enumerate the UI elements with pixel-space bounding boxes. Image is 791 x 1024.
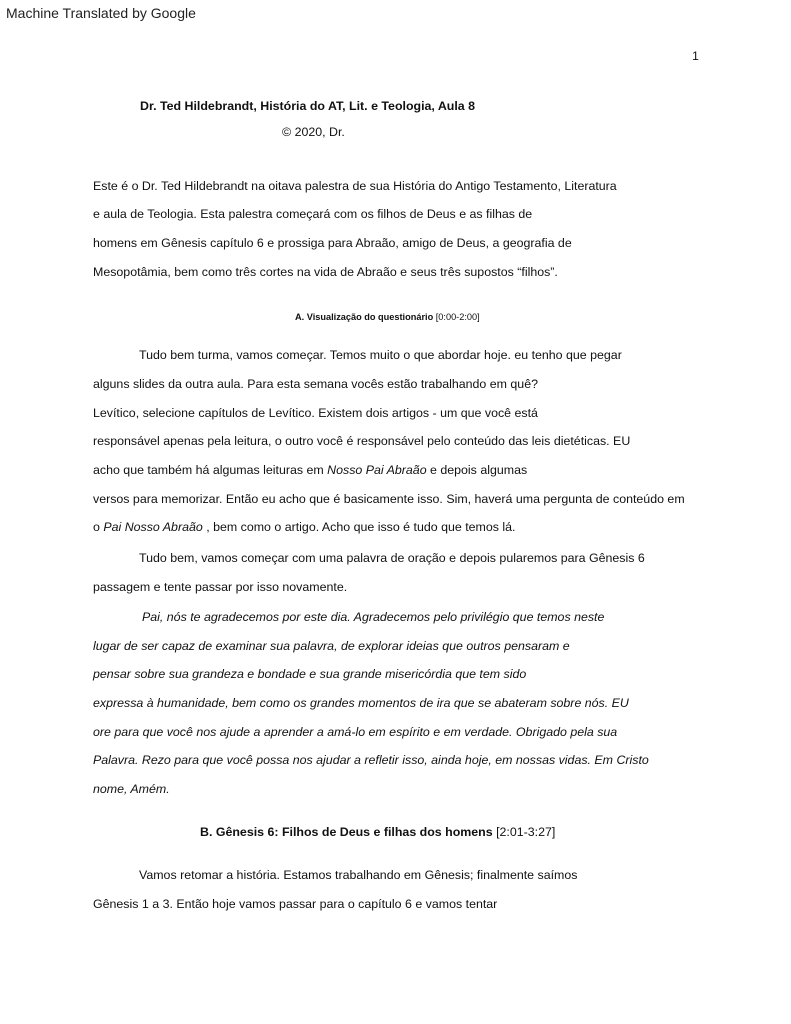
paragraph-line: Vamos retomar a história. Estamos trabalhando em Gênesis; finalmente saímos <box>139 868 578 882</box>
machine-translation-banner: Machine Translated by Google <box>6 5 196 21</box>
paragraph-line: versos para memorizar. Então eu acho que é basicamente isso. Sim, haverá uma pergunta de conteúdo em <box>93 492 685 506</box>
section-b-timestamp: [2:01-3:27] <box>496 825 556 839</box>
section-a-heading <box>295 309 480 325</box>
section-b-heading <box>200 824 555 840</box>
prayer-line: Palavra. Rezo para que você possa nos ajudar a refletir isso, ainda hoje, em nossas vidas. Em Cristo <box>93 753 649 767</box>
intro-line: e aula de Teologia. Esta palestra começará com os filhos de Deus e as filhas de <box>93 207 533 221</box>
prayer-line: Pai, nós te agradecemos por este dia. Agradecemos pelo privilégio que temos neste <box>142 610 605 624</box>
section-a-title: A. Visualização do questionário <box>295 312 434 322</box>
page-number: 1 <box>692 49 699 63</box>
prayer-line: lugar de ser capaz de examinar sua palavra, de explorar ideias que outros pensaram e <box>93 639 570 653</box>
section-a-timestamp: [0:00-2:00] <box>435 312 480 322</box>
text-run: , bem como o artigo. Acho que isso é tudo que temos lá. <box>202 520 516 534</box>
copyright-line: © 2020, Dr. <box>282 125 345 139</box>
paragraph-line: Tudo bem turma, vamos começar. Temos muito o que abordar hoje. eu tenho que pegar <box>139 348 622 362</box>
lecture-title: Dr. Ted Hildebrandt, História do AT, Lit. e Teologia, Aula 8 <box>140 99 476 113</box>
section-b-title: B. Gênesis 6: Filhos de Deus e filhas dos homens <box>200 825 493 839</box>
paragraph-line: passagem e tente passar por isso novamente. <box>93 580 348 594</box>
prayer-line: expressa à humanidade, bem como os grandes momentos de ira que se abateram sobre nós. EU <box>93 696 629 710</box>
intro-line: Este é o Dr. Ted Hildebrandt na oitava palestra de sua História do Antigo Testamento, Literatura <box>93 179 617 193</box>
book-title-italic: Nosso Pai Abraão <box>327 463 427 477</box>
paragraph-line: alguns slides da outra aula. Para esta semana vocês estão trabalhando em quê? <box>93 377 538 391</box>
text-run: o <box>93 520 104 534</box>
prayer-line: pensar sobre sua grandeza e bondade e sua grande misericórdia que tem sido <box>93 667 527 681</box>
paragraph-line: Gênesis 1 a 3. Então hoje vamos passar para o capítulo 6 e vamos tentar <box>93 897 498 911</box>
paragraph-line: Tudo bem, vamos começar com uma palavra de oração e depois pularemos para Gênesis 6 <box>139 551 645 565</box>
intro-line: Mesopotâmia, bem como três cortes na vida de Abraão e seus três supostos “filhos”. <box>93 265 558 279</box>
intro-line: homens em Gênesis capítulo 6 e prossiga para Abraão, amigo de Deus, a geografia de <box>93 236 572 250</box>
prayer-line: ore para que você nos ajude a aprender a amá-lo em espírito e em verdade. Obrigado pela sua <box>93 725 618 739</box>
paragraph-line: responsável apenas pela leitura, o outro você é responsável pelo conteúdo das leis dietéticas. EU <box>93 434 631 448</box>
text-run: acho que também há algumas leituras em <box>93 463 328 477</box>
paragraph-line <box>93 462 527 478</box>
book-title-italic: Pai Nosso Abraão <box>103 520 203 534</box>
paragraph-line <box>93 519 515 535</box>
text-run: e depois algumas <box>426 463 528 477</box>
paragraph-line: Levítico, selecione capítulos de Levítico. Existem dois artigos - um que você está <box>93 406 538 420</box>
prayer-line: nome, Amém. <box>93 782 170 796</box>
